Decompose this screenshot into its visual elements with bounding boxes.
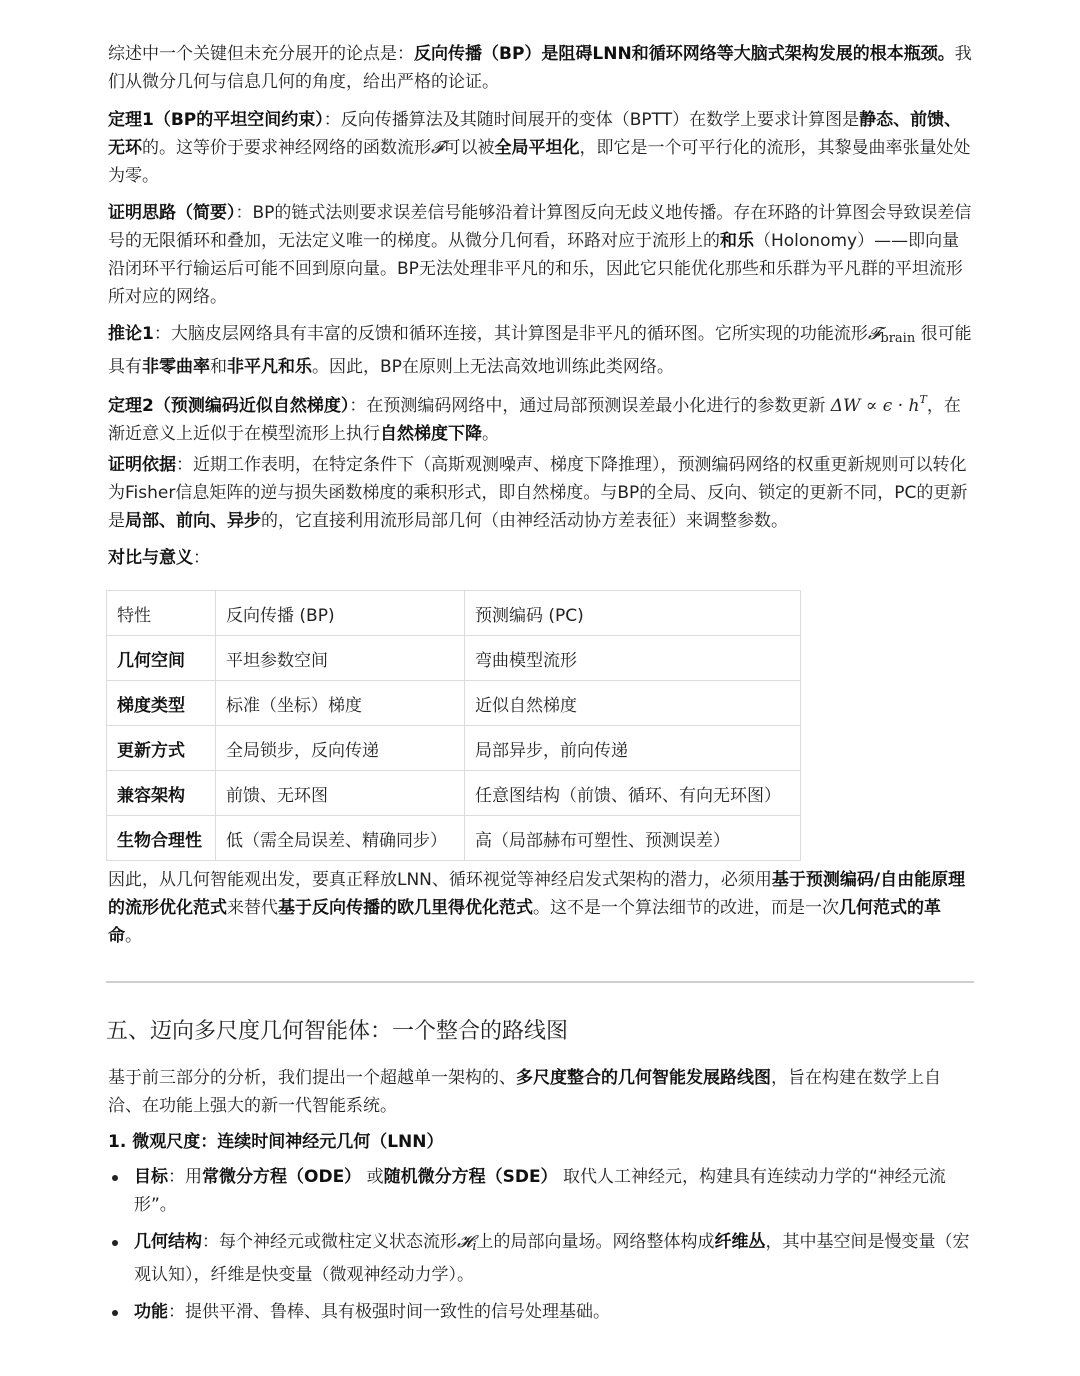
list-item-function: 功能：提供平滑、鲁棒、具有极强时间一致性的信号处理基础。 <box>108 1298 972 1326</box>
comparison-table <box>106 590 801 861</box>
table-header-cell: 反向传播 (BP) <box>216 591 465 636</box>
brain-manifold-symbol: 𝓕$_{brain}$ <box>867 324 916 346</box>
state-manifold-symbol: 𝓗$_i$ <box>457 1232 477 1254</box>
section-5-heading: 五、迈向多尺度几何智能体：一个整合的路线图 <box>106 1019 569 1044</box>
conclusion-paragraph: 因此，从几何智能观出发，要真正释放LNN、循环视觉等神经启发式架构的潜力，必须用基于预测编码/自由能原理的流形优化范式来替代基于反向传播的欧几里得优化范式。这不是一个算法细节的改进，而是一次几何范式的革命。 <box>108 870 966 946</box>
table-header-row <box>107 591 801 636</box>
subsection-micro-scale: 1. 微观尺度：连续时间神经元几何（LNN） <box>108 1132 444 1152</box>
micro-scale-list <box>108 1163 972 1335</box>
list-item-goal: 目标：用常微分方程（ODE） 或随机微分方程（SDE） 取代人工神经元，构建具有连续动力学的“神经元流形”。 <box>108 1163 972 1219</box>
row-label: 几何空间 <box>117 650 185 671</box>
key-claim: 反向传播（BP）是阻碍LNN和循环网络等大脑式架构发展的根本瓶颈。 <box>414 44 955 64</box>
table-header-cell: 特性 <box>107 591 216 636</box>
theorem-2-title: 定理2（预测编码近似自然梯度） <box>108 396 350 416</box>
proof-sketch-title: 证明思路（简要） <box>108 203 236 223</box>
theorem-1: 定理1（BP的平坦空间约束）：反向传播算法及其随时间展开的变体（BPTT）在数学上要求计算图是静态、前馈、无环的。这等价于要求神经网络的函数流形𝓕可以被全局平坦化，即它是一个可平行化的流形，其黎曼曲率张量处处为零。 <box>108 110 971 186</box>
table-cell: 平坦参数空间 <box>216 636 465 681</box>
list-item-geometry: 几何结构：每个神经元或微柱定义状态流形𝓗$_i$上的局部向量场。网络整体构成纤维丛，其中基空间是慢变量（宏观认知），纤维是快变量（微观神经动力学）。 <box>108 1228 972 1289</box>
table-row <box>107 636 801 681</box>
manifold-symbol: 𝓕 <box>431 138 444 158</box>
table-cell: 高（局部赫布可塑性、预测误差） <box>465 816 801 861</box>
comparison-heading: 对比与意义： <box>108 548 210 568</box>
table-row <box>107 771 801 816</box>
corollary-1-title: 推论1 <box>108 324 154 344</box>
corollary-1: 推论1：大脑皮层网络具有丰富的反馈和循环连接，其计算图是非平凡的循环图。它所实现的功能流形𝓕$_{brain}$ 很可能具有非零曲率和非平凡和乐。因此，BP在原则上无法高效地训练此类网络。 <box>108 324 972 377</box>
proof-sketch-1: 证明思路（简要）：BP的链式法则要求误差信号能够沿着计算图反向无歧义地传播。存在环路的计算图会导致误差信号的无限循环和叠加，无法定义唯一的梯度。从微分几何看，环路对应于流形上的和乐（Holonomy）——即向量沿闭环平行输运后可能不回到原向量。BP无法处理非平凡的和乐，因此它只能优化那些和乐群为平凡群的平坦流形所对应的网络。 <box>108 203 972 307</box>
intro-paragraph: 综述中一个关键但未充分展开的论点是：反向传播（BP）是阻碍LNN和循环网络等大脑式架构发展的根本瓶颈。我们从微分几何与信息几何的角度，给出严格的论证。 <box>108 44 972 92</box>
table-cell: 全局锁步，反向传递 <box>216 726 465 771</box>
table-cell: 任意图结构（前馈、循环、有向无环图） <box>465 771 801 816</box>
table-row <box>107 816 801 861</box>
proof-basis-title: 证明依据 <box>108 455 176 475</box>
table-cell: 低（需全局误差、精确同步） <box>216 816 465 861</box>
table-row <box>107 726 801 771</box>
update-formula: $\Delta W \propto \epsilon \cdot h^T$ <box>830 393 927 416</box>
theorem-1-title: 定理1（BP的平坦空间约束） <box>108 110 324 130</box>
table-cell: 弯曲模型流形 <box>465 636 801 681</box>
row-label: 生物合理性 <box>117 830 202 851</box>
section-divider <box>106 981 974 983</box>
table-cell: 近似自然梯度 <box>465 681 801 726</box>
row-label: 兼容架构 <box>117 785 185 806</box>
proof-basis: 证明依据：近期工作表明，在特定条件下（高斯观测噪声、梯度下降推理），预测编码网络的权重更新规则可以转化为Fisher信息矩阵的逆与损失函数梯度的乘积形式，即自然梯度。与BP的全局、反向、锁定的更新不同，PC的更新是局部、前向、异步的，它直接利用流形局部几何（由神经活动协方差表征）来调整参数。 <box>108 455 968 531</box>
theorem-2: 定理2（预测编码近似自然梯度）：在预测编码网络中，通过局部预测误差最小化进行的参数更新 $\Delta W \propto \epsilon \cdot h^T$，在渐近意义上近似于在模型流形上执行自然梯度下降。 <box>108 393 961 444</box>
section-5-intro: 基于前三部分的分析，我们提出一个超越单一架构的、多尺度整合的几何智能发展路线图，旨在构建在数学上自洽、在功能上强大的新一代智能系统。 <box>108 1068 941 1116</box>
table-cell: 局部异步，前向传递 <box>465 726 801 771</box>
table-header-cell: 预测编码 (PC) <box>465 591 801 636</box>
table-row <box>107 681 801 726</box>
table-cell: 前馈、无环图 <box>216 771 465 816</box>
row-label: 梯度类型 <box>117 695 185 716</box>
table-cell: 标准（坐标）梯度 <box>216 681 465 726</box>
row-label: 更新方式 <box>117 740 185 761</box>
